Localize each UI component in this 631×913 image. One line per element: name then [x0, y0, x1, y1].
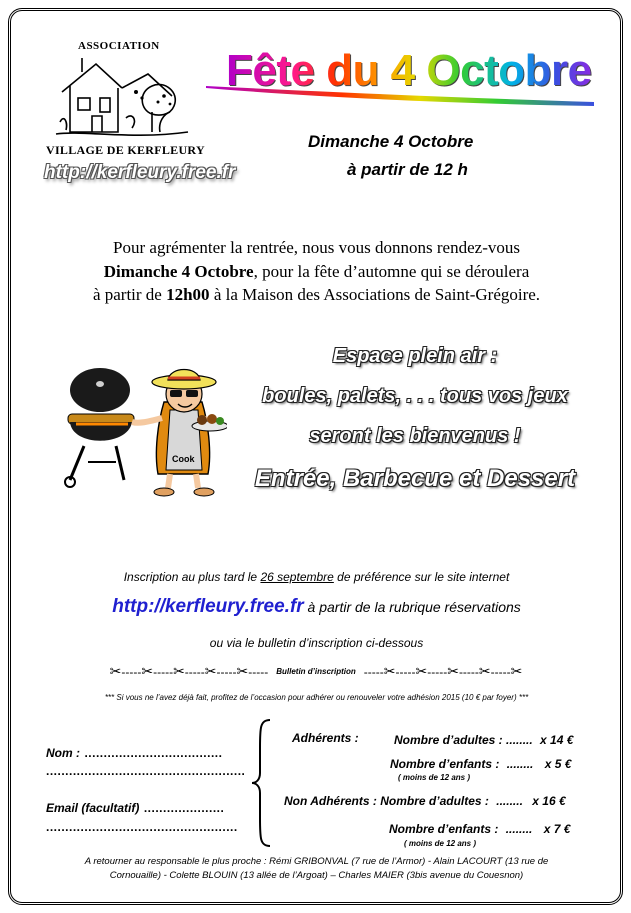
adhesion-note: *** Si vous ne l’avez déjà fait, profitez de l’occasion pour adhérer ou renouveler votre adhésion 2015 (10 € par foyer) *** [104, 693, 529, 702]
inscription-website: http://kerfleury.free.fr à partir de la rubrique réservations [112, 596, 521, 617]
intro-line-3: à partir de 12h00 à la Maison des Associations de Saint-Grégoire. [92, 285, 541, 304]
intro-date-bold: Dimanche 4 Octobre [103, 261, 254, 281]
scissors-icon: ✂ [141, 663, 154, 679]
email-field[interactable] [46, 799, 224, 817]
event-title: Fête du 4 Octobre [226, 46, 592, 95]
cook-apron-label: Cook [172, 454, 195, 464]
adh-adultes-price: x 14 € [540, 733, 574, 747]
inscription-deadline: Inscription au plus tard le 26 septembre de préférence sur le site internet [123, 570, 510, 584]
nom-label: Nom : [46, 746, 80, 760]
email-label: Email (facultatif) [46, 801, 140, 815]
adh-adultes-input[interactable]: ........ [506, 733, 533, 747]
nom-dots-line-2[interactable]: .................................................... [46, 764, 246, 778]
inscription-bulletin-note: ou via le bulletin d’inscription ci-dessous [209, 636, 424, 650]
scissors-icon: ✂ [447, 663, 459, 679]
scissors-icon: ✂ [173, 663, 185, 679]
bulletin-label: Bulletin d’inscription [276, 667, 356, 676]
logo-association-text: ASSOCIATION [78, 40, 160, 52]
menu-headline: Entrée, Barbecue et Dessert [254, 465, 576, 492]
scissors-icon: ✂ [204, 663, 217, 679]
non-adh-enfants-input[interactable]: ........ [505, 822, 533, 836]
adh-enfants-price: x 5 € [544, 757, 572, 771]
scissors-icon: ✂ [109, 663, 122, 679]
non-adh-adultes-input[interactable]: ........ [496, 794, 523, 808]
house-logo-drawing [52, 52, 192, 144]
cut-line: ✂ ----- ✂ ----- ✂ ----- ✂ ----- ✂ ----- Bulletin d’inscription ----- ✂ ----- ✂ ----- ✂ ----- ✂ ----- ✂ [109, 663, 523, 679]
email-dots[interactable]: ..................... [143, 801, 225, 815]
curly-brace-divider [250, 718, 272, 848]
non-adh-enfants-price: x 7 € [543, 822, 571, 836]
scissors-icon: ✂ [478, 663, 491, 679]
logo-village-text: VILLAGE DE KERFLEURY [46, 143, 205, 157]
non-adh-adultes-price: x 16 € [532, 794, 566, 808]
return-instructions: A retourner au responsable le plus proche : Rémi GRIBONVAL (7 rue de l’Armor) - Alain LACOURT (13 rue de Cornouaille) - Colette BLOUIN (13 allée de l’Argoat) – Charles MAIER (3bis avenue du Couesnon) [84, 856, 549, 881]
barbecue-cook-icon [62, 362, 227, 500]
event-date: Dimanche 4 Octobre [308, 132, 474, 151]
adh-enfants-input[interactable]: ........ [506, 757, 534, 771]
event-time: à partir de 12 h [347, 160, 468, 179]
non-adh-enfants-row[interactable]: Nombre d’enfants : ........ x 7 € [389, 822, 571, 836]
scissors-icon: ✂ [383, 663, 396, 679]
deadline-date: 26 septembre [260, 570, 334, 584]
plein-air-heading: Espace plein air : [332, 345, 498, 367]
adh-moins-12-note: ( moins de 12 ans ) [398, 773, 471, 782]
scissors-icon: ✂ [415, 663, 428, 679]
non-adherents-label: Non Adhérents : [284, 794, 377, 808]
adh-adultes-row[interactable]: Nombre d’adultes : ........ x 14 € [394, 733, 574, 747]
adh-enfants-row[interactable]: Nombre d’enfants : ........ x 5 € [390, 757, 572, 771]
nom-field[interactable] [46, 744, 222, 762]
intro-line-2: Dimanche 4 Octobre, pour la fête d’automne qui se déroulera [103, 261, 530, 281]
non-adh-adultes-row[interactable]: Non Adhérents : Nombre d’adultes : ........ x 16 € [284, 794, 566, 808]
scissors-icon: ✂ [510, 663, 523, 679]
intro-line-1: Pour agrémenter la rentrée, nous vous donnons rendez-vous [113, 238, 520, 257]
non-adh-moins-12-note: ( moins de 12 ans ) [404, 839, 477, 848]
plein-air-line-2: boules, palets, . . . tous vos jeux [262, 385, 568, 407]
website-link[interactable]: http://kerfleury.free.fr [112, 596, 304, 617]
intro-paragraph [20, 236, 613, 307]
email-dots-line-2[interactable]: .................................................. [46, 820, 238, 834]
nom-dots[interactable]: .................................... [84, 746, 223, 760]
adherents-label: Adhérents : [292, 731, 359, 745]
intro-time-bold: 12h00 [166, 285, 210, 304]
scissors-icon: ✂ [236, 663, 249, 679]
logo-url: http://kerfleury.free.fr [44, 162, 236, 183]
plein-air-line-3: seront les bienvenus ! [309, 425, 521, 447]
